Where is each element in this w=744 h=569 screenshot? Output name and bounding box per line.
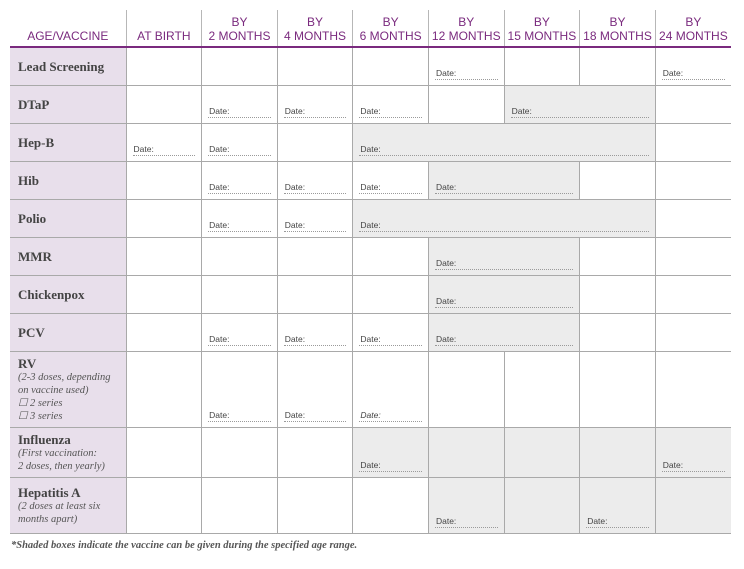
empty-cell	[353, 47, 429, 85]
vaccine-name: MMR	[18, 248, 52, 264]
date-field[interactable]: Date:	[208, 106, 271, 118]
date-field[interactable]: Date:	[359, 182, 422, 194]
empty-cell	[504, 47, 580, 85]
vaccine-cell	[10, 161, 126, 199]
empty-cell	[655, 199, 731, 237]
vaccine-note: (2 doses at least six	[18, 500, 101, 512]
row-influenza	[10, 427, 731, 477]
date-field[interactable]: Date:	[284, 410, 347, 422]
row-hib	[10, 161, 731, 199]
date-field[interactable]: Date:	[208, 182, 271, 194]
date-cell	[277, 199, 353, 237]
shaded-date-cell	[353, 199, 655, 237]
date-field[interactable]: Date:	[359, 106, 422, 118]
date-cell	[202, 161, 278, 199]
vaccine-note: on vaccine used)	[18, 384, 89, 396]
vaccine-cell	[10, 47, 126, 85]
empty-cell	[353, 477, 429, 533]
header-6-months: BY 6 MONTHS	[353, 10, 429, 47]
empty-cell	[428, 85, 504, 123]
vaccine-name: Chickenpox	[18, 286, 85, 302]
immunization-schedule-table	[10, 10, 731, 534]
vaccine-name: Hepatitis A	[18, 484, 81, 500]
empty-cell	[353, 275, 429, 313]
date-cell	[277, 313, 353, 351]
header-15-months: BY 15 MONTHS	[504, 10, 580, 47]
empty-cell	[126, 313, 202, 351]
date-field[interactable]: Date:	[359, 460, 422, 472]
header-2-months: BY 2 MONTHS	[202, 10, 278, 47]
date-cell	[353, 313, 429, 351]
vaccine-note: 2 doses, then yearly)	[18, 460, 105, 472]
shaded-date-cell	[655, 427, 731, 477]
empty-cell	[126, 275, 202, 313]
vaccine-name: Influenza	[18, 431, 71, 447]
header-24-months: BY 24 MONTHS	[655, 10, 731, 47]
empty-cell	[655, 351, 731, 427]
shaded-date-cell	[428, 477, 504, 533]
row-mmr	[10, 237, 731, 275]
series-3-checkbox[interactable]: ☐ 3 series	[18, 410, 63, 422]
empty-cell	[655, 123, 731, 161]
row-lead-screening	[10, 47, 731, 85]
shaded-cell	[504, 477, 580, 533]
vaccine-cell	[10, 313, 126, 351]
header-row	[10, 10, 731, 47]
date-field[interactable]: Date:	[208, 410, 271, 422]
date-field[interactable]: Date:	[435, 182, 573, 194]
date-field[interactable]: Date:	[284, 106, 347, 118]
shaded-date-cell	[353, 123, 655, 161]
row-dtap	[10, 85, 731, 123]
empty-cell	[655, 237, 731, 275]
shaded-date-cell	[428, 161, 579, 199]
empty-cell	[126, 199, 202, 237]
vaccine-cell	[10, 123, 126, 161]
empty-cell	[580, 47, 656, 85]
empty-cell	[126, 427, 202, 477]
empty-cell	[126, 161, 202, 199]
empty-cell	[202, 47, 278, 85]
empty-cell	[277, 427, 353, 477]
empty-cell	[277, 477, 353, 533]
shaded-date-cell	[353, 427, 429, 477]
empty-cell	[580, 237, 656, 275]
date-field[interactable]: Date:	[511, 106, 649, 118]
empty-cell	[504, 351, 580, 427]
shaded-date-cell	[428, 313, 579, 351]
date-field[interactable]: Date:	[359, 410, 422, 422]
date-field[interactable]: Date:	[133, 144, 196, 156]
date-cell	[202, 123, 278, 161]
date-cell	[277, 85, 353, 123]
empty-cell	[277, 237, 353, 275]
date-field[interactable]: Date:	[284, 220, 347, 232]
header-12-months: BY 12 MONTHS	[428, 10, 504, 47]
date-cell	[126, 123, 202, 161]
date-field[interactable]: Date:	[435, 516, 498, 528]
empty-cell	[580, 161, 656, 199]
row-chickenpox	[10, 275, 731, 313]
empty-cell	[126, 351, 202, 427]
header-18-months: BY 18 MONTHS	[580, 10, 656, 47]
date-field[interactable]: Date:	[359, 334, 422, 346]
date-field[interactable]: Date:	[208, 144, 271, 156]
empty-cell	[277, 47, 353, 85]
empty-cell	[126, 237, 202, 275]
date-cell	[655, 47, 731, 85]
date-field[interactable]: Date:	[208, 334, 271, 346]
vaccine-name: DTaP	[18, 96, 50, 112]
vaccine-name: Lead Screening	[18, 58, 105, 74]
row-rv	[10, 351, 731, 427]
date-field[interactable]: Date:	[284, 334, 347, 346]
footnote: *Shaded boxes indicate the vaccine can be given during the specified age range.	[11, 540, 358, 551]
shaded-cell	[580, 427, 656, 477]
empty-cell	[428, 351, 504, 427]
date-cell	[277, 161, 353, 199]
row-hep-b	[10, 123, 731, 161]
date-field[interactable]: Date:	[359, 144, 648, 156]
empty-cell	[202, 427, 278, 477]
empty-cell	[353, 237, 429, 275]
date-field[interactable]: Date:	[284, 182, 347, 194]
vaccine-name: Polio	[18, 210, 47, 226]
empty-cell	[126, 477, 202, 533]
empty-cell	[580, 351, 656, 427]
vaccine-cell	[10, 351, 126, 427]
empty-cell	[277, 123, 353, 161]
date-cell	[202, 313, 278, 351]
header-4-months: BY 4 MONTHS	[277, 10, 353, 47]
vaccine-cell	[10, 85, 126, 123]
empty-cell	[655, 85, 731, 123]
empty-cell	[126, 47, 202, 85]
empty-cell	[655, 161, 731, 199]
empty-cell	[277, 275, 353, 313]
empty-cell	[580, 275, 656, 313]
date-cell	[277, 351, 353, 427]
date-field[interactable]: Date:	[435, 68, 498, 80]
date-cell	[353, 85, 429, 123]
date-cell	[353, 161, 429, 199]
date-field[interactable]: Date:	[662, 68, 725, 80]
vaccine-cell	[10, 275, 126, 313]
empty-cell	[655, 275, 731, 313]
date-cell	[353, 351, 429, 427]
date-field[interactable]: Date:	[208, 220, 271, 232]
date-field[interactable]: Date:	[435, 258, 573, 270]
vaccine-note: (2-3 doses, depending	[18, 371, 111, 383]
date-field[interactable]: Date:	[662, 460, 725, 472]
header-age-vaccine: AGE/VACCINE	[10, 10, 126, 47]
row-hepatitis-a	[10, 477, 731, 533]
vaccine-name: RV	[18, 355, 37, 371]
empty-cell	[202, 237, 278, 275]
date-cell	[202, 85, 278, 123]
row-polio	[10, 199, 731, 237]
date-field[interactable]: Date:	[586, 516, 649, 528]
date-field[interactable]: Date:	[435, 334, 573, 346]
row-pcv	[10, 313, 731, 351]
shaded-cell	[428, 427, 504, 477]
shaded-cell	[655, 477, 731, 533]
empty-cell	[580, 313, 656, 351]
vaccine-note: months apart)	[18, 513, 78, 525]
vaccine-cell	[10, 199, 126, 237]
empty-cell	[202, 477, 278, 533]
empty-cell	[202, 275, 278, 313]
shaded-date-cell	[428, 237, 579, 275]
shaded-cell	[504, 427, 580, 477]
vaccine-note: (First vaccination:	[18, 447, 98, 459]
shaded-date-cell	[504, 85, 655, 123]
vaccine-name: Hib	[18, 172, 39, 188]
vaccine-name: Hep-B	[18, 134, 55, 150]
shaded-date-cell	[428, 275, 579, 313]
header-at-birth: AT BIRTH	[126, 10, 202, 47]
date-cell	[428, 47, 504, 85]
vaccine-name: PCV	[18, 324, 45, 340]
vaccine-cell	[10, 427, 126, 477]
vaccine-cell	[10, 237, 126, 275]
series-2-checkbox[interactable]: ☐ 2 series	[18, 397, 63, 409]
shaded-date-cell	[580, 477, 656, 533]
date-field[interactable]: Date:	[359, 220, 648, 232]
date-cell	[202, 351, 278, 427]
date-cell	[202, 199, 278, 237]
date-field[interactable]: Date:	[435, 296, 573, 308]
vaccine-cell	[10, 477, 126, 533]
empty-cell	[655, 313, 731, 351]
empty-cell	[126, 85, 202, 123]
